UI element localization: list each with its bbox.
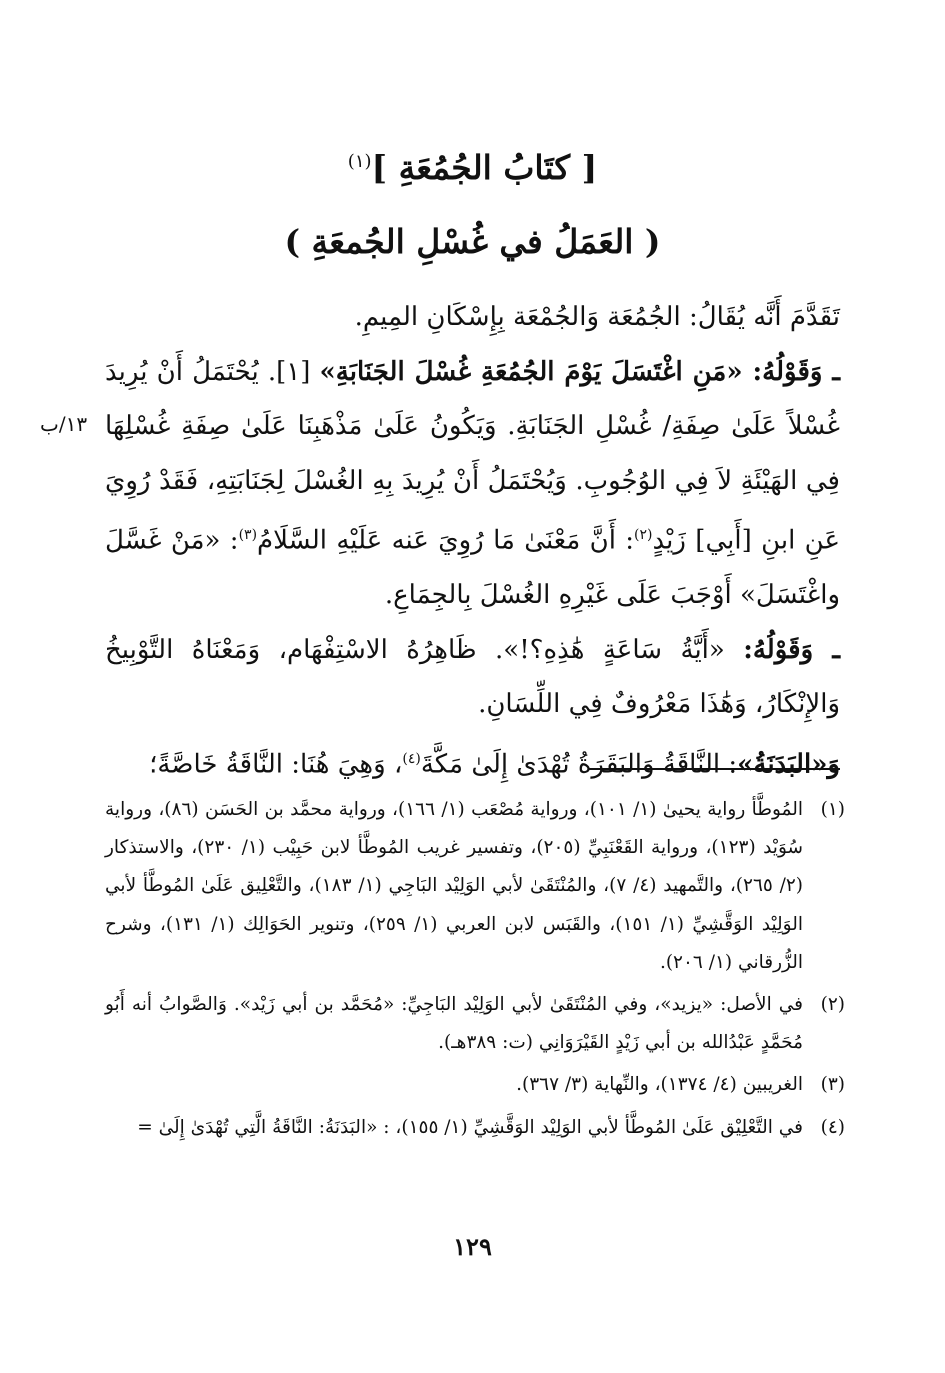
footnotes — [105, 791, 845, 1151]
footnote-ref-4: (٤) — [402, 750, 421, 767]
footnote-number: (٣) — [820, 1074, 845, 1096]
paragraph-4 — [105, 732, 840, 792]
footnote-number: (٢) — [820, 994, 845, 1016]
paragraph-4-text-2: ، وَهِيَ هُنَا: النَّاقَةُ خَاصَّةً؛ — [149, 749, 403, 780]
footnote-number: (٤) — [820, 1116, 845, 1138]
paragraph-2 — [105, 345, 840, 623]
paragraph-4-text: : النَّاقَةُ وَالبَقَرَةُ تُهْدَىٰ إِلَىٰ مَكَّةَ — [420, 749, 738, 780]
footnote-text: الغريبين (٤/ ١٣٧٤)، والنِّهاية (٣/ ٣٦٧). — [516, 1074, 803, 1096]
footnote-item — [105, 986, 845, 1062]
footnote-text: في التَّعْلِيْق عَلَىٰ المُوطَّأ لأبي الوَلِيْد الوَقَّشِيِّ (١/ ١٥٥)، : «البَدَنَةُ: النَّاقَةُ الَّتِي تُهْدَىٰ إِلَىٰ = — [137, 1116, 803, 1138]
footnote-item — [105, 791, 845, 982]
main-body-text — [105, 290, 840, 792]
paragraph-2-text-2: : أَنَّ مَعْنَىٰ مَا رُوِيَ عَنه عَلَيْهِ السَّلَامُ — [257, 525, 635, 556]
footnote-text: المُوطَّأ رواية يحيىٰ (١/ ١٠١)، ورواية مُصْعَب (١/ ١٦٦)، ورواية محمَّد بن الحَسَن (٨٦)، ورواية سُوَيْد (١٢٣)، ورواية القَعْنَبِيِّ (٢٠٥)، وتفسير غريب المُوطَّأ لابن حَبِيْب (١/ ٢٣٠)، والاستذكار (٢/ ٢٦٥)، والتَّمهيد (٤/ ٧)، والمُنْتَقَىٰ لأبي الوَلِيْد البَاجِي (١/ ١٨٣)، والتَّعْلِيق عَلَىٰ المُوطَّأ لأبي الوَلِيْد الوَقَّشِيِّ (١/ ١٥١)، والقَبَس لابن العربي (١/ ٢٥٩)، وتنوير الحَوَالِك (١/ ١٣١)، وشرح الزُّرقاني (١/ ٢٠٦). — [105, 799, 804, 973]
chapter-title — [0, 148, 945, 187]
page-number: ١٢٩ — [453, 1232, 492, 1261]
paragraph-1 — [105, 290, 840, 345]
paragraph-2-text-3: : «مَنْ غَسَّلَ واغْتَسَلَ» أَوْجَبَ عَلَى غَيْرِهِ الغُسْلَ بِالجِمَاعِ. — [105, 525, 840, 611]
paragraph-3-lead: ـ وَقَوْلُهُ: — [743, 634, 840, 665]
paragraph-2-lead: ـ وَقَوْلُهُ: «مَنِ اغْتَسَلَ يَوْمَ الجُمُعَةِ غُسْلَ الجَنَابَةِ» — [319, 356, 840, 387]
paragraph-3-text: «أَيَّةُ سَاعَةٍ هَٰذِهِ؟!». ظَاهِرُهُ الاسْتِفْهَام، وَمَعْنَاهُ التَّوْبِيخُ وَالإِنْكَارُ، وَهَٰذَا مَعْرُوفٌ فِي اللِّسَانِ. — [105, 634, 840, 720]
paragraph-4-lead: وَ«البَدَنَةُ» — [737, 749, 840, 780]
footnote-separator — [588, 768, 840, 770]
footnote-item — [105, 1109, 845, 1147]
footnote-ref-2: (٢) — [634, 527, 653, 543]
paragraph-1-text: تَقَدَّمَ أَنَّه يُقَالُ: الجُمُعَة وَالجُمْعَة بِإِسْكَانِ المِيمِ. — [354, 302, 840, 332]
paragraph-2-text: [١]. يُحْتَمَلُ أَنْ يُرِيدَ غُسْلاً عَلَىٰ صِفَةِ/ غُسْلِ الجَنَابَةِ. وَيَكُونُ عَلَىٰ مَذْهَبِنَا عَلَىٰ صِفَةِ غُسْلِهَا فِي الهَيْئَةِ لاَ فِي الوُجُوبِ. وَيُحْتَمَلُ أَنْ يُرِيدَ بِهِ الغُسْلَ لِجَنَابَتِهِ، فَقَدْ رُوِيَ عَنِ ابنِ [أَبِي] زَيْدٍ — [105, 356, 840, 556]
chapter-title-note-ref: (١) — [347, 151, 372, 172]
paragraph-3 — [105, 623, 840, 732]
section-title: ( العَمَلُ في غُسْلِ الجُمعَةِ ) — [284, 222, 661, 261]
footnote-number: (١) — [820, 799, 845, 820]
footnote-ref-3: (٣) — [238, 527, 258, 543]
footnote-item — [105, 1066, 845, 1104]
margin-folio-note: ١٣/ب — [40, 412, 88, 436]
footnote-text: في الأصل: «يزيد»، وفي المُنْتَقَىٰ لأبي الوَلِيْد البَاجِيِّ: «مُحَمَّد بن أبي زَيْد». وَالصَّوابُ أنه أَبُو مُحَمَّدٍ عَبْدُالله بن أبي زَيْدٍ القَيْرَوَانِي (ت: ٣٨٩هـ). — [105, 994, 803, 1054]
chapter-title-text: [ كتَابُ الجُمُعَةِ ] — [371, 148, 598, 187]
